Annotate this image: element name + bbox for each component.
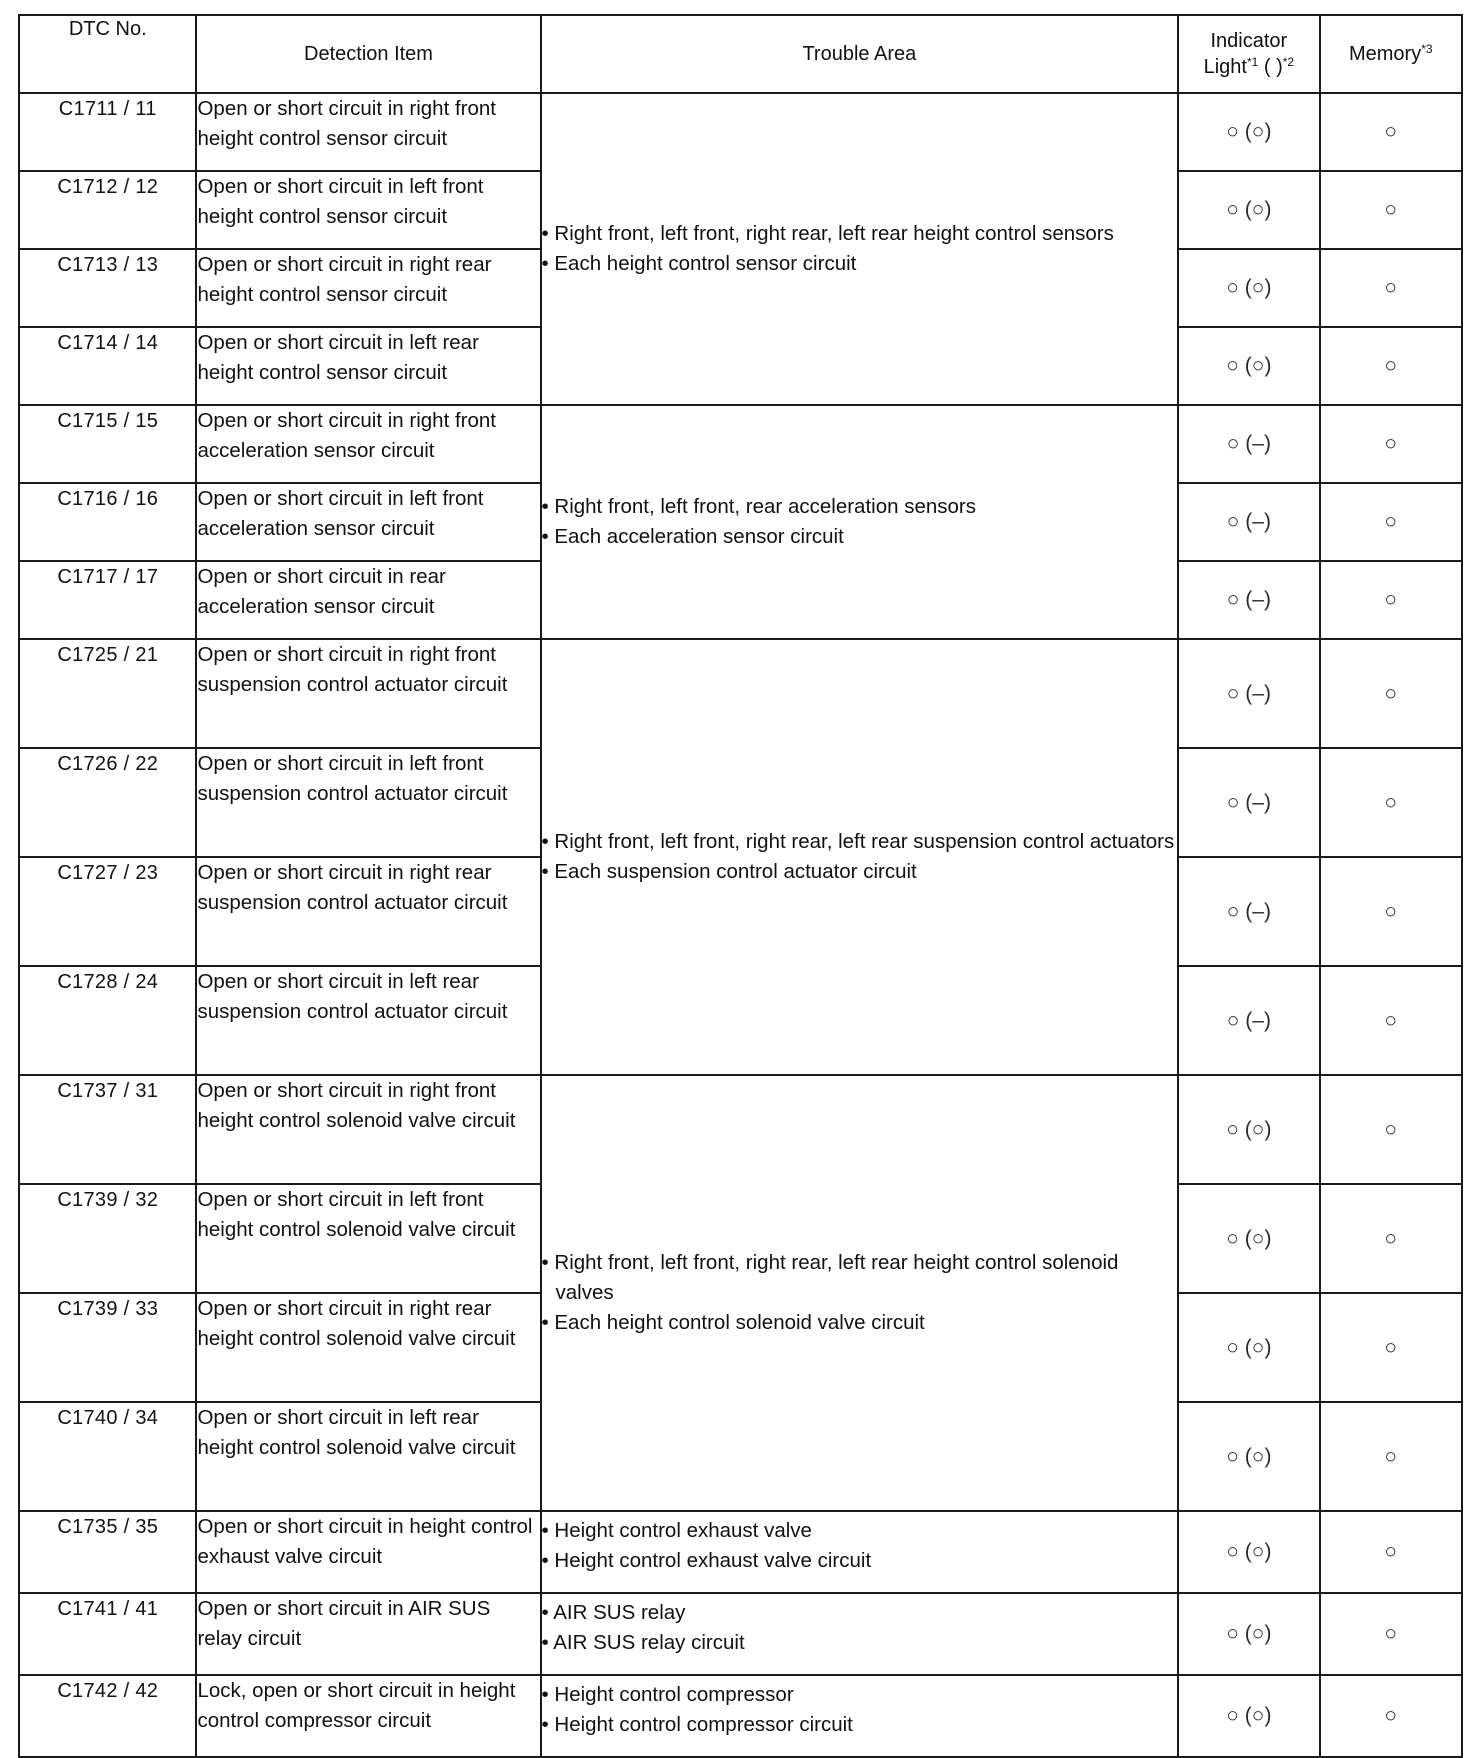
dtc-code: C1713 / 13 [19,249,196,327]
detection-item: Open or short circuit in left front height control solenoid valve circuit [196,1184,540,1293]
header-indicator-sup2: *2 [1282,55,1295,69]
trouble-area [541,1511,1179,1593]
trouble-area [541,405,1179,639]
memory-value: ○ [1320,249,1462,327]
detection-item: Open or short circuit in right front suspension control actuator circuit [196,639,540,748]
memory-value: ○ [1320,1075,1462,1184]
table-body [19,93,1462,1757]
indicator-light-value: ○ (○) [1178,171,1319,249]
dtc-table [18,14,1463,1758]
dtc-code: C1716 / 16 [19,483,196,561]
header-memory-label: Memory [1348,43,1422,65]
dtc-code: C1740 / 34 [19,1402,196,1511]
indicator-light-value: ○ (–) [1178,639,1319,748]
indicator-light-value: ○ (○) [1178,327,1319,405]
indicator-light-value: ○ (–) [1178,483,1319,561]
trouble-area [541,1675,1179,1757]
trouble-area [541,1075,1179,1511]
memory-value: ○ [1320,1293,1462,1402]
trouble-area-line: • Right front, left front, rear acceleration sensors [541,495,976,518]
trouble-area-line: • Each height control sensor circuit [541,252,857,275]
trouble-area [541,93,1179,405]
indicator-light-value: ○ (○) [1178,1675,1319,1757]
detection-item: Open or short circuit in right rear height control sensor circuit [196,249,540,327]
table-header-row [19,15,1462,93]
indicator-light-value: ○ (–) [1178,857,1319,966]
memory-value: ○ [1320,1511,1462,1593]
dtc-code: C1741 / 41 [19,1593,196,1675]
indicator-light-value: ○ (○) [1178,1402,1319,1511]
trouble-area-line: • AIR SUS relay [541,1601,686,1624]
trouble-area [541,639,1179,1075]
detection-item: Open or short circuit in right front height control solenoid valve circuit [196,1075,540,1184]
memory-value: ○ [1320,748,1462,857]
trouble-area-line: • Right front, left front, right rear, left rear height control solenoid valves [541,1251,1119,1304]
table-row [19,93,1462,171]
detection-item: Open or short circuit in left front acceleration sensor circuit [196,483,540,561]
trouble-area-line: • Right front, left front, right rear, left rear height control sensors [541,222,1114,245]
dtc-code: C1737 / 31 [19,1075,196,1184]
trouble-area-line: • Right front, left front, right rear, left rear suspension control actuators [541,830,1175,853]
detection-item: Open or short circuit in right front acceleration sensor circuit [196,405,540,483]
memory-value: ○ [1320,561,1462,639]
table-row [19,1075,1462,1184]
dtc-code: C1715 / 15 [19,405,196,483]
dtc-code: C1742 / 42 [19,1675,196,1757]
trouble-area-line: • Height control exhaust valve circuit [541,1549,872,1572]
dtc-code: C1727 / 23 [19,857,196,966]
dtc-code: C1717 / 17 [19,561,196,639]
header-dtc-no: DTC No. [19,15,196,93]
header-indicator-line1: Indicator [1210,30,1288,52]
indicator-light-value: ○ (○) [1178,249,1319,327]
detection-item: Open or short circuit in left rear suspension control actuator circuit [196,966,540,1075]
memory-value: ○ [1320,1402,1462,1511]
indicator-light-value: ○ (–) [1178,561,1319,639]
dtc-code: C1739 / 32 [19,1184,196,1293]
header-indicator-line2: Light [1203,56,1247,78]
memory-value: ○ [1320,857,1462,966]
table-row [19,1593,1462,1675]
memory-value: ○ [1320,1184,1462,1293]
trouble-area [541,1593,1179,1675]
detection-item: Open or short circuit in left rear height control sensor circuit [196,327,540,405]
indicator-light-value: ○ (○) [1178,1511,1319,1593]
dtc-code: C1739 / 33 [19,1293,196,1402]
indicator-light-value: ○ (○) [1178,1184,1319,1293]
dtc-code: C1712 / 12 [19,171,196,249]
detection-item: Lock, open or short circuit in height control compressor circuit [196,1675,540,1757]
detection-item: Open or short circuit in right rear suspension control actuator circuit [196,857,540,966]
memory-value: ○ [1320,639,1462,748]
detection-item: Open or short circuit in height control exhaust valve circuit [196,1511,540,1593]
memory-value: ○ [1320,483,1462,561]
table-row [19,1675,1462,1757]
trouble-area-line: • AIR SUS relay circuit [541,1631,745,1654]
detection-item: Open or short circuit in rear acceleration sensor circuit [196,561,540,639]
dtc-code: C1725 / 21 [19,639,196,748]
trouble-area-line: • Height control exhaust valve [541,1519,812,1542]
header-memory-sup: *3 [1421,42,1433,56]
memory-value: ○ [1320,405,1462,483]
memory-value: ○ [1320,1593,1462,1675]
trouble-area-line: • Height control compressor circuit [541,1713,853,1736]
dtc-code: C1728 / 24 [19,966,196,1075]
header-indicator-light [1178,15,1319,93]
memory-value: ○ [1320,327,1462,405]
detection-item: Open or short circuit in right front height control sensor circuit [196,93,540,171]
trouble-area-line: • Height control compressor [541,1683,794,1706]
memory-value: ○ [1320,171,1462,249]
header-memory [1320,15,1462,93]
header-trouble-area: Trouble Area [541,15,1179,93]
header-indicator-sup1: *1 [1246,55,1259,69]
header-detection-item: Detection Item [196,15,540,93]
table-row [19,405,1462,483]
table-row [19,1511,1462,1593]
dtc-code: C1711 / 11 [19,93,196,171]
detection-item: Open or short circuit in left rear height control solenoid valve circuit [196,1402,540,1511]
trouble-area-line: • Each suspension control actuator circuit [541,860,917,883]
trouble-area-line: • Each acceleration sensor circuit [541,525,844,548]
indicator-light-value: ○ (○) [1178,1293,1319,1402]
indicator-light-value: ○ (○) [1178,93,1319,171]
dtc-code: C1714 / 14 [19,327,196,405]
trouble-area-line: • Each height control solenoid valve circuit [541,1311,925,1334]
dtc-code: C1735 / 35 [19,1511,196,1593]
detection-item: Open or short circuit in right rear height control solenoid valve circuit [196,1293,540,1402]
indicator-light-value: ○ (○) [1178,1075,1319,1184]
indicator-light-value: ○ (–) [1178,748,1319,857]
dtc-code: C1726 / 22 [19,748,196,857]
memory-value: ○ [1320,1675,1462,1757]
indicator-light-value: ○ (–) [1178,405,1319,483]
indicator-light-value: ○ (○) [1178,1593,1319,1675]
detection-item: Open or short circuit in left front suspension control actuator circuit [196,748,540,857]
indicator-light-value: ○ (–) [1178,966,1319,1075]
table-row [19,639,1462,748]
memory-value: ○ [1320,93,1462,171]
detection-item: Open or short circuit in AIR SUS relay circuit [196,1593,540,1675]
detection-item: Open or short circuit in left front height control sensor circuit [196,171,540,249]
header-indicator-paren: ( ) [1258,56,1283,78]
memory-value: ○ [1320,966,1462,1075]
